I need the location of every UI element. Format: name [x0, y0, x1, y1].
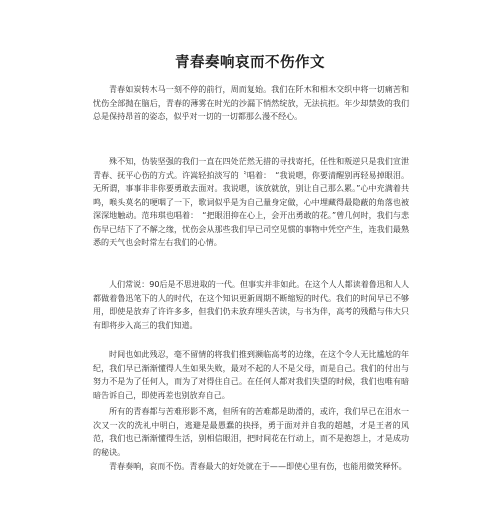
document-title: 青春奏响哀而不伤作文: [175, 54, 325, 71]
paragraph-5: 所有的青春都与苦难形影不离，但所有的苦难都是助滑的，或许，我们早已在泪水一次又一次的洗礼中明白，逃避是最愚蠢的抉择，勇于面对并自我的超越，才是王者的风范，我们也已渐渐懂得生活，别相信眼泪，把时间花在行动上，而不是抱怨上，才是成功的秘诀。: [93, 407, 409, 457]
paragraph-3: 人们常说：90后是不思进取的一代。但事实并非如此。在这个人人都读着鲁迅和人人都做着鲁迅笔下的人的时代，在这个知识更新周期不断缩短的时代。我们的时间早已不够用，即使是放弃了许许多多，但我们仍未放弃埋头苦读，与书为伴，高考的残酷与伟大只有即将步入高三的我们知道。: [93, 280, 409, 330]
paragraph-6: 青春奏响，哀而不伤。青春最大的好处就在于——即使心里有伤，也能用微笑释怀。: [109, 462, 407, 471]
paragraph-2: 殊不知，伪装坚强的我们一直在四处茫然无措的寻找寄托，任性和叛逆只是我们宣泄青春、抚平心伤的方式。许嵩轻拍淡写的〝唱着： “我说嗯，你要清醒别再轻易掉眼泪。无所谓，事事非非你要勇敢去面对。我说嗯，该放就放，别让自己那么累。”心中充满着共鸣，喉头莫名的哽咽了一下，歌词似乎是为自己量身定做，心中埋藏得最隐蔽的角落也被深深地触动。范玮琪也唱着： “把眼泪抑在心上，会开出勇敢的花。”曾几何时，我们与悲伤早已结下了不解之缘，忧伤会从那些我们早已司空见惯的事物中凭空产生，连我们最熟悉的天气也会时常左右我们的心情。: [93, 157, 409, 248]
paragraph-4: 时间也如此残忍，毫不留情的将我们推到濒临高考的边缘，在这个令人无比尴尬的年纪，我们早已渐渐懂得人生如果失败，最对不起的人不是父母，而是自己。我们的付出与努力不是为了任何人，而为了对得住自己。在任何人都对我们失望的时候，我们也唯有暗暗告诉自己，即使再差也别放弃自己。: [93, 350, 409, 400]
paragraph-1: 青春如炭转木马一刻不停的前行，周而复始。我们在阡木和相木交织中将一切痛苦和忧伤全部抛在脑后，青春的薄雾在时光的沙漏下悄然绽放，无法抗拒。年少却禁敛的我们总是保持昂首的姿态，似乎对一切的一切都那么漫不经心。: [93, 85, 409, 122]
